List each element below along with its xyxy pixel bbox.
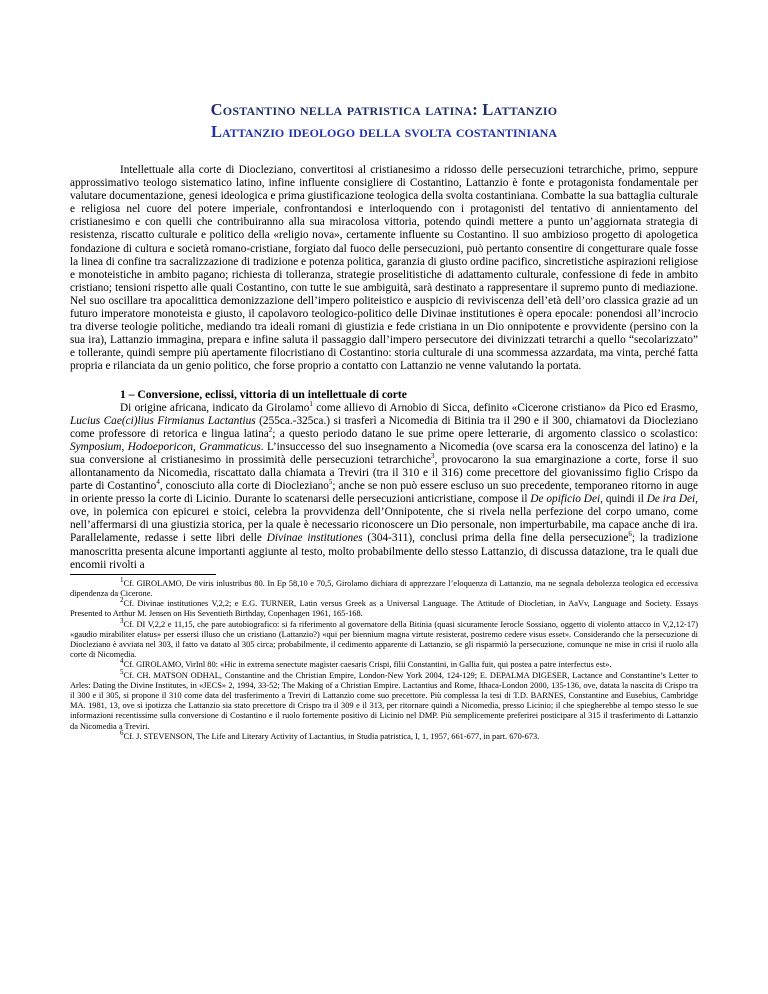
footnote: $^5$Cf. CH. MATSON ODHAL, Constantine and the Christian Empire, London-New York 2004, 124-129; E. DEPALMA DIGESER, Lactance and Constantine’s Letter to Arles: Dating the Divine Institutes, in «JECS» 2, 1994, 33-52; The Making of a Christian Empire. Lactantius and Rome, Ithaca-London 2000, 135-136, ove, datata la nascita di Crispo tra il 300 e il 305, si propone il 310 come data del trasferimento a Treviri di Lattanzio come suo precettore. Più complessa la tesi di T.D. BARNES, Constantine and Eusebius, Cambridge MA. 1981, 13, ove si ipotizza che Lattanzio sia stato precettore di Crispo tra il 309 e il 313, per ritornare quindi a Nicomedia, presso Licinio; il che spiegherebbe al tempo stesso le sue informazioni recentissime sulla conversione di Costantino e il ruolo fortemente positivo di Licinio nel DMP. Più semplicemente preferirei posticipare al 315 il trasferimento di Lattanzio da Nicomedia a Treviri. <box>70 667 698 731</box>
footnote-ref-4: 4 <box>156 478 160 487</box>
footnote: $^4$Cf. GIROLAMO, VirInl 80: «Hic in extrema senectute magister caesaris Crispi, filii Constantini, in Gallia fuit, qui postea a patre interfectus est». <box>120 657 612 670</box>
page-subtitle: Lattanzio ideologo della svolta costantiniana <box>210 122 557 141</box>
page-title: Costantino nella patristica latina: Lattanzio <box>210 100 558 119</box>
footnote: $^1$Cf. GIROLAMO, De viris inlustribus 80. In Ep 58,10 e 70,5, Girolamo dichiara di apprezzare l’eloquenza di Lattanzio, ma ne segnala debolezza teologica ed eccessiva dipendenza da Cicerone. <box>70 575 698 598</box>
abstract-paragraph: Intellettuale alla corte di Diocleziano, convertitosi al cristianesimo a ridosso delle persecuzioni tetrarchiche, primo, seppure approssimativo teologo sistematico latino, infine influente consigliere di Costantino, Lattanzio è fonte e protagonista fondamentale per valutare documentazione, genesi ideologica e prima giustificazione teologica della svolta costantiniana. Combatte la sua battaglia culturale e religiosa nel cuore del potere imperiale, confrontandosi e interloquendo con i protagonisti del tentativo di annientamento del cristianesimo e con quelli che contribuiranno alla sua miracolosa vittoria, potendo quindi mettere a punto un’aggiornata strategia di resistenza, riscatto culturale e politico della «religio nova», certamente influente su Costantino. Il suo ambizioso progetto di apologetica fondazione di cultura e società romano-cristiane, forgiato dal fuoco delle persecuzioni, può pertanto consentire di congetturare quale fosse la linea di confine tra sacralizzazione di tradizione e potenza politica, garanzia di giusto ordine pacifico, sincretistiche aspirazioni religiose e monoteistiche in ambito pagano; richiesta di tolleranza, strategie proselitistiche di adattamento culturale, confessione di fede in ambito cristiano; tensioni rispetto alle quali Costantino, con tutte le sue ambiguità, sarà destinato a rappresentare il supremo punto di mediazione. Nel suo oscillare tra apocalittica demonizzazione dell’impero politeistico e auspicio di reviviscenza dell’età dell’oro classica grazie ad un futuro imperatore monoteista e giusto, il capolavoro teologico-politico delle Divinae institutiones è opera epocale: ponendosi all’incrocio tra diverse teologie politiche, mediando tra ideali romani di giustizia e fede cristiana in un Dio onnipotente e provvidente (persino con la sua ira), Lattanzio immagina, prepara e infine saluta il passaggio dall’impero persecutore dei divinizzati tetrarchi a quello “secolarizzato” e tollerante, quindi sempre più apertamente filocristiano di Costantino: storia culturale di una scommessa azzardata, ma vinta, perché fatta propria e rilanciata da un genio politico, che forse proprio a contatto con Lattanzio ne venne valutando la portata. <box>70 164 698 373</box>
footnote-ref-1: 1 <box>309 399 313 408</box>
footnote-ref-2: 2 <box>268 425 273 434</box>
footnote: $^6$Cf. J. STEVENSON, The Life and Literary Activity of Lactantius, in Studia patristica, I, 1, 1957, 661-677, in part. 670-673. <box>120 728 540 741</box>
footnotes <box>70 575 698 742</box>
footnote: $^2$Cf. Divinae institutiones V,2,2; e E.G. TURNER, Latin versus Greek as a Universal Language. The Attitude of Diocletian, in AaVv, Language and Society. Essays Presented to Arthur M. Jensen on His Seventieth Birthday, Copenhagen 1961, 165-168. <box>70 596 698 619</box>
section-heading: 1 – Conversione, eclissi, vittoria di un intellettuale di corte <box>120 387 407 401</box>
footnote-ref-5: 5 <box>328 478 333 487</box>
body-paragraph: Di origine africana, indicato da Girolamo$^1$ come allievo di Arnobio di Sicca, definito «Cicerone cristiano» da Pico ed Erasmo, Lucius Cae(ci)lius Firmianus Lactantius (255ca.-325ca.) si trasferì a Nicomedia di Bitinia tra il 290 e il 300, chiamatovi da Diocleziano come professore di retorica e lingua latina$^2$; a questo periodo datano le sue prime opere letterarie, di argomento classico o scolastico: Symposium, Hodoeporicon, Grammaticus. L’insuccesso del suo insegnamento a Nicomedia (ove scarsa era la conoscenza del latino) e la sua conversione al cristianesimo in prossimità delle persecuzioni tetrarchiche$^3$, provocarono la sua emarginazione a corte, forse il suo allontanamento da Nicomedia, riscattato dalla chiamata a Treviri (tra il 310 e il 316) come precettore del giovanissimo figlio Crispo da parte di Costantino$^4$, conosciuto alla corte di Diocleziano$^5$; anche se non può essere escluso un suo precedente, temporaneo ritorno in auge in oriente presso la corte di Licinio. Durante lo scatenarsi delle persecuzioni anticristiane, compose il De opificio Dei, quindi il De ira Dei, ove, in polemica con epicurei e stoici, celebra la provvidenza dell’Onnipotente, che si rivela nella perfezione del corpo umano, come nell’affermarsi di una giustizia storica, per la quale è necessario riconoscere un Dio personale, non imperturbabile, ma capace anche di ira. Parallelamente, redasse i sette libri delle Divinae institutiones (304-311), conclusi prima della fine della persecuzione$^6$; la tradizione manoscritta presenta alcune importanti aggiunte al testo, molto probabilmente dello stesso Lattanzio, di discussa datazione, tra le quali due encomii rivolti a <box>70 399 699 571</box>
footnote: $^3$Cf. DI V,2,2 e 11,15, che pare autobiografico: si fa riferimento al governatore della Bitinia (quasi sicuramente Ierocle Sossiano, oggetto di violento attacco in V,2,12-17) «gaudio mirabiliter elatus» per essersi illuso che un cristiano (Lattanzio?) «qui per biennium magna virtute resisterat, postremo cedere visus esset». Considerando che la persecuzione di Diocleziano è avviata nel 303, il fatto va datato al 305 circa; probabilmente, il cedimento apparente di Lattanzio, se gli risparmiò la persecuzione, comunque ne mise in crisi il ruolo alla corte di Nicomedia. <box>70 616 698 660</box>
footnote-separator <box>70 574 216 575</box>
footnote-ref-3: 3 <box>431 452 435 461</box>
document-page <box>70 100 698 742</box>
footnote-ref-6: 6 <box>628 530 632 539</box>
